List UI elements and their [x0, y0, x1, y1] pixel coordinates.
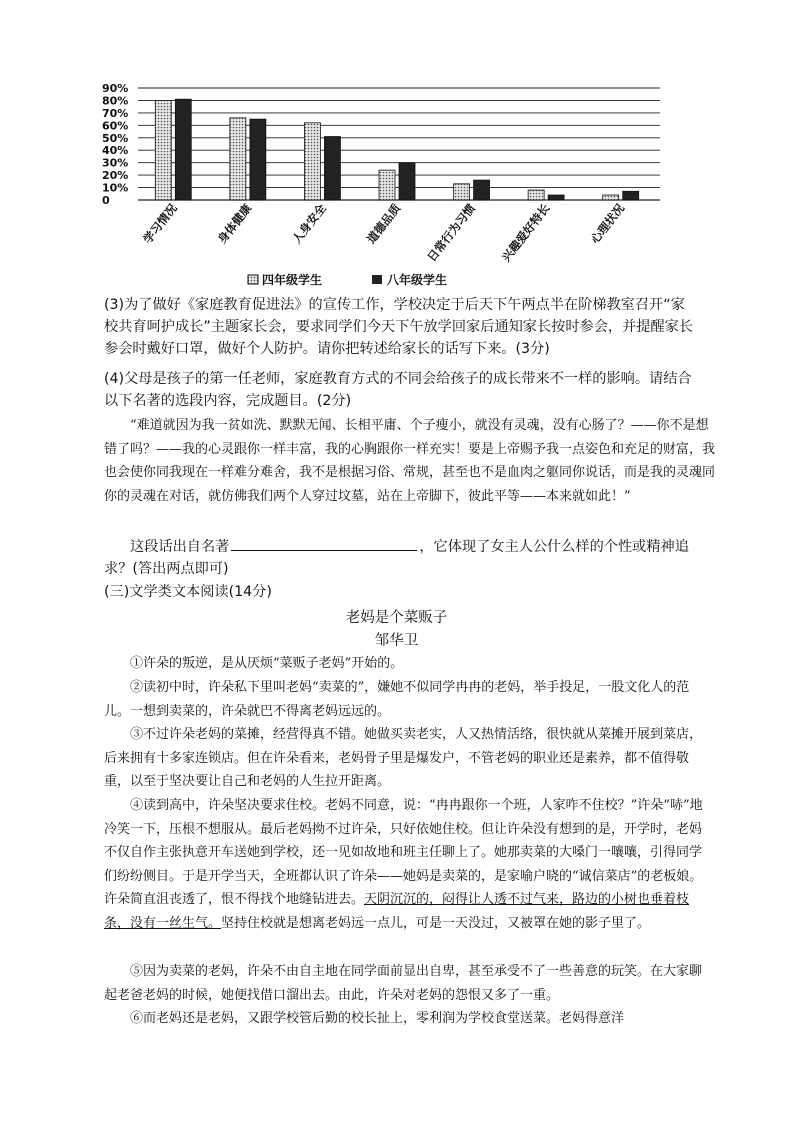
- paragraph-4-text: ④读到高中，许朵坚决要求住校。老妈不同意，说：“冉冉跟你一个班，人家咋不住校？”许朵“哧”地冷笑一下，压根不想服从。最后老妈拗不过许朵，只好依她住校。但让许朵没有想到的是，开学时，老妈不仅自作主张执意开车送她到学校，还一见如故地和班主任聊上了。她那卖菜的大嗓门一嚷嚷，引得同学们纷纷侧目。于是开学当天，全班都认识了许朵——她妈是卖菜的，是家喻户晓的“诚信菜店”的老板娘。许朵简直沮丧透了，恨不得找个地缝钻进去。: [104, 798, 703, 907]
- legend-swatch-grade4: [248, 275, 258, 284]
- bar-grade4: [528, 190, 544, 200]
- bar-grade8: [474, 180, 490, 200]
- question-4: (4)父母是孩子的第一任老师，家庭教育方式的不同会给孩子的成长带来不一样的影响。请结合以下名著的选段内容，完成题目。(2分): [104, 371, 692, 409]
- x-tick-label: 兴趣爱好特长: [498, 201, 553, 265]
- y-tick-label: 30%: [102, 156, 129, 170]
- legend-label-grade4: 四年级学生: [262, 273, 323, 287]
- section-heading: (三)文学类文本阅读(14分): [104, 584, 272, 600]
- y-tick-label: 10%: [102, 181, 129, 195]
- prompt-text-after: ，它体现了女主人公什么样的个性或精神追求？(答出两点即可): [104, 539, 689, 577]
- y-tick-label: 90%: [102, 82, 129, 95]
- question-4-prompt: [104, 536, 694, 580]
- bar-grade8: [175, 99, 191, 200]
- paragraph-3: ③不过许朵老妈的菜摊，经营得真不错。她做买卖老实，人又热情活络，很快就从菜摊开展到菜店，后来拥有十多家连锁店。但在许朵看来，老妈骨子里是爆发户，不管老妈的职业还是素养，都不值得敬重，以至于坚决要让自己和老妈的人生拉开距离。: [104, 727, 703, 789]
- article-title: 老妈是个菜贩子: [345, 610, 448, 626]
- y-tick-label: 60%: [102, 119, 129, 133]
- x-tick-label: 人身安全: [289, 201, 329, 247]
- y-tick-label: 50%: [102, 131, 129, 145]
- y-tick-label: 70%: [102, 106, 129, 120]
- bar-grade8: [324, 137, 340, 200]
- bar-grade4: [304, 123, 320, 200]
- x-tick-label: 学习情况: [140, 201, 180, 247]
- x-tick-label: 身体健康: [214, 201, 255, 247]
- bar-grade4: [454, 184, 470, 200]
- legend-swatch-grade8: [372, 275, 382, 284]
- y-tick-label: 20%: [102, 169, 129, 183]
- prompt-text-before: 这段话出自名著: [130, 539, 230, 555]
- bar-grade4: [230, 118, 246, 200]
- bar-grade4: [603, 195, 619, 200]
- bar-grade4: [155, 100, 171, 200]
- y-tick-label: 40%: [102, 144, 129, 158]
- novel-quote: “难道就因为我一贫如洗、默默无闻、长相平庸、个子瘦小，就没有灵魂，没有心肠了？——你不是想错了吗？——我的心灵跟你一样丰富，我的心胸跟你一样充实！要是上帝赐予我一点姿色和充足的财富，我也会使你同我现在一样难分难舍，我不是根据习俗、常规，甚至也不是血肉之躯同你说话，而是我的灵魂同你的灵魂在对话，就仿佛我们两个人穿过坟墓，站在上帝脚下，彼此平等——本来就如此！”: [104, 418, 716, 504]
- answer-blank[interactable]: [231, 536, 417, 551]
- paragraph-2: ②读初中时，许朵私下里叫老妈“卖菜的”，嫌她不似同学冉冉的老妈，举手投足，一股文化人的范儿。一想到卖菜的，许朵就巴不得离老妈远远的。: [104, 680, 690, 719]
- paragraph-4: [104, 794, 704, 935]
- legend-label-grade8: 八年级学生: [387, 273, 448, 287]
- y-axis-ticks: [102, 82, 128, 207]
- x-tick-label: 日常行为习惯: [424, 201, 478, 265]
- bar-grade8: [399, 163, 415, 200]
- bar-grade8: [250, 119, 266, 200]
- article-author: 邹华卫: [374, 633, 419, 649]
- paragraph-6: ⑥而老妈还是老妈，又跟学校管后勤的校长扯上，零利润为学校食堂送菜。老妈得意洋: [130, 1011, 625, 1026]
- x-tick-label: 心理状况: [587, 201, 628, 247]
- paragraph-1: ①许朵的叛逆，是从厌烦“菜贩子老妈”开始的。: [130, 656, 404, 671]
- underlined-sentence: 天阴沉沉的，闷得让人透不过气来，路边的小树也垂着枝条，没有一丝生气。: [104, 892, 690, 931]
- x-axis-labels: [140, 201, 627, 264]
- bar-grade4: [379, 170, 395, 200]
- chart-bars: [155, 99, 638, 200]
- y-tick-label: 0: [102, 194, 110, 207]
- chart-legend: [248, 272, 447, 287]
- x-tick-label: 道德品质: [364, 201, 404, 247]
- bar-grade8: [623, 191, 639, 200]
- bar-grade8: [548, 195, 564, 200]
- paragraph-4-tail: 坚持住校就是想离老妈远一点儿，可是一天没过，又被罩在她的影子里了。: [221, 915, 651, 931]
- question-3: (3)为了做好《家庭教育促进法》的宣传工作，学校决定于后天下午两点半在阶梯教室召开“家校共育呵护成长”主题家长会，要求同学们今天下午放学回家后通知家长按时参会，并提醒家长参会时戴好口罩，做好个人防护。请你把转述给家长的话写下来。(3分): [104, 297, 694, 357]
- bar-chart: [100, 78, 670, 293]
- y-tick-label: 80%: [102, 94, 129, 108]
- paragraph-5: ⑤因为卖菜的老妈，许朵不由自主地在同学面前显出自卑，甚至承受不了一些善意的玩笑。在大家聊起老爸老妈的时候，她便找借口溜出去。由此，许朵对老妈的怨恨又多了一重。: [104, 964, 703, 1003]
